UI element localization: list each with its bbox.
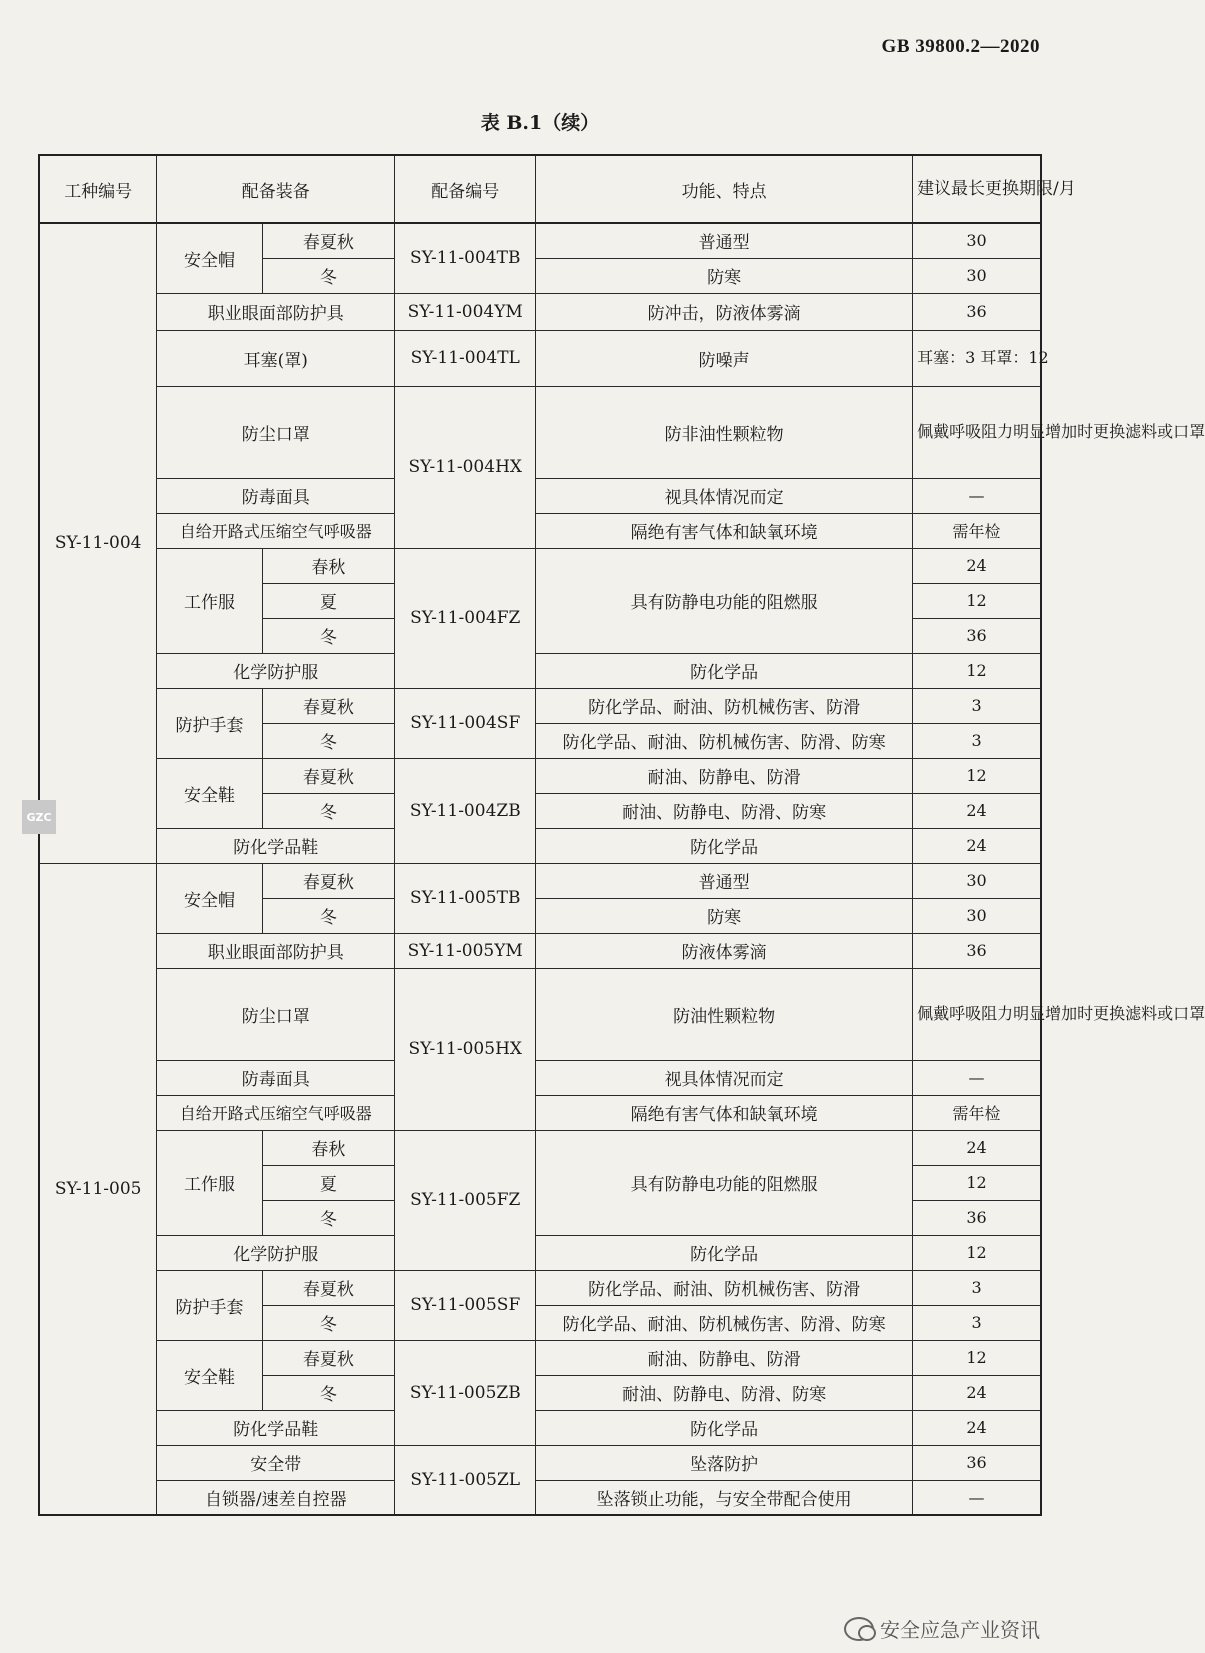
code-cell: SY-11-005SF [395,1270,536,1340]
equipment-cell: 防尘口罩 [157,386,395,478]
period-cell: 24 [913,828,1041,863]
function-cell: 防化学品 [536,1410,913,1445]
period-cell: 12 [913,1340,1041,1375]
season-cell: 冬 [262,723,395,758]
period-cell: 24 [913,548,1041,583]
table-row [39,293,1041,330]
season-cell: 冬 [262,1200,395,1235]
period-cell: 12 [913,1235,1041,1270]
period-cell: 24 [913,793,1041,828]
period-cell: 30 [913,898,1041,933]
function-cell: 坠落防护 [536,1445,913,1480]
header-job-code: 工种编号 [39,155,157,223]
season-cell: 春秋 [262,1130,395,1165]
period-cell: 30 [913,863,1041,898]
code-cell: SY-11-004YM [395,293,536,330]
period-cell: 30 [913,223,1041,258]
function-cell: 防油性颗粒物 [536,968,913,1060]
period-cell: 12 [913,758,1041,793]
table-row [39,688,1041,723]
period-cell: 12 [913,653,1041,688]
period-cell: 3 [913,688,1041,723]
season-cell: 春夏秋 [262,758,395,793]
watermark-text: 安全应急产业资讯 [880,1618,1040,1642]
code-cell: SY-11-005ZL [395,1445,536,1515]
header-equip-code: 配备编号 [395,155,536,223]
season-cell: 春夏秋 [262,863,395,898]
season-cell: 春夏秋 [262,1270,395,1305]
period-cell: 3 [913,1305,1041,1340]
equipment-cell: 工作服 [157,1130,262,1235]
function-cell: 防化学品 [536,1235,913,1270]
period-cell: 佩戴呼吸阻力明显增加时更换滤料或口罩 [913,386,1041,478]
table-row [39,1130,1041,1165]
function-cell: 普通型 [536,863,913,898]
watermark [844,1614,1040,1643]
header-period: 建议最长更换期限/月 [913,155,1041,223]
equipment-cell: 防毒面具 [157,1060,395,1095]
code-cell: SY-11-005FZ [395,1130,536,1270]
period-cell: 12 [913,583,1041,618]
period-cell: 需年检 [913,1095,1041,1130]
season-cell: 夏 [262,1165,395,1200]
equipment-cell: 安全帽 [157,223,262,293]
equipment-cell: 职业眼面部防护具 [157,293,395,330]
table-row [39,653,1041,688]
header-equipment: 配备装备 [157,155,395,223]
table-row [39,513,1041,548]
code-cell: SY-11-005ZB [395,1340,536,1445]
period-cell: 24 [913,1130,1041,1165]
table-row [39,548,1041,583]
function-cell: 防化学品、耐油、防机械伤害、防滑、防寒 [536,1305,913,1340]
equipment-table [38,154,1205,1516]
function-cell: 具有防静电功能的阻燃服 [536,1130,913,1235]
function-cell: 隔绝有害气体和缺氧环境 [536,513,913,548]
table-row [39,863,1041,898]
equipment-cell: 防化学品鞋 [157,1410,395,1445]
period-cell: 24 [913,1375,1041,1410]
period-cell: 耳塞：3 耳罩：12 [913,330,1041,386]
season-cell: 冬 [262,258,395,293]
function-cell: 耐油、防静电、防滑 [536,758,913,793]
table-row [39,1095,1041,1130]
equipment-cell: 工作服 [157,548,262,653]
equipment-cell: 自锁器/速差自控器 [157,1480,395,1515]
code-cell: SY-11-004ZB [395,758,536,863]
function-cell: 视具体情况而定 [536,478,913,513]
season-cell: 春夏秋 [262,223,395,258]
code-cell: SY-11-005HX [395,968,536,1130]
period-cell: — [913,1480,1041,1515]
function-cell: 防化学品 [536,653,913,688]
equipment-cell: 防护手套 [157,1270,262,1340]
table-row [39,1060,1041,1095]
period-cell: 佩戴呼吸阻力明显增加时更换滤料或口罩 [913,968,1041,1060]
equipment-cell: 自给开路式压缩空气呼吸器 [157,513,395,548]
period-cell: 需年检 [913,513,1041,548]
function-cell: 耐油、防静电、防滑 [536,1340,913,1375]
table-caption: 表 B.1（续） [480,112,600,134]
season-cell: 春夏秋 [262,688,395,723]
table-row [39,758,1041,793]
period-cell: 36 [913,293,1041,330]
code-cell: SY-11-005YM [395,933,536,968]
table-row [39,1270,1041,1305]
season-cell: 夏 [262,583,395,618]
season-cell: 冬 [262,618,395,653]
table-row [39,223,1041,258]
function-cell: 耐油、防静电、防滑、防寒 [536,1375,913,1410]
period-cell: 24 [913,1410,1041,1445]
period-cell: 36 [913,618,1041,653]
wechat-icon [844,1617,874,1641]
header-function: 功能、特点 [536,155,913,223]
period-cell: 12 [913,1165,1041,1200]
period-cell: 36 [913,933,1041,968]
season-cell: 春秋 [262,548,395,583]
function-cell: 防寒 [536,258,913,293]
function-cell: 坠落锁止功能，与安全带配合使用 [536,1480,913,1515]
function-cell: 普通型 [536,223,913,258]
job-code-cell: SY-11-004 [39,223,157,863]
table-row [39,968,1041,1060]
function-cell: 防化学品、耐油、防机械伤害、防滑 [536,688,913,723]
code-cell: SY-11-004HX [395,386,536,548]
code-cell: SY-11-004FZ [395,548,536,688]
equipment-cell: 职业眼面部防护具 [157,933,395,968]
season-cell: 春夏秋 [262,1340,395,1375]
function-cell: 防液体雾滴 [536,933,913,968]
equipment-cell: 防化学品鞋 [157,828,395,863]
function-cell: 隔绝有害气体和缺氧环境 [536,1095,913,1130]
table-row [39,1340,1041,1375]
side-stamp: GZC [22,800,56,834]
equipment-cell: 防毒面具 [157,478,395,513]
season-cell: 冬 [262,1375,395,1410]
period-cell: 36 [913,1200,1041,1235]
equipment-cell: 化学防护服 [157,1235,395,1270]
table-row [39,1480,1041,1515]
function-cell: 防非油性颗粒物 [536,386,913,478]
function-cell: 防化学品 [536,828,913,863]
equipment-cell: 化学防护服 [157,653,395,688]
equipment-cell: 安全带 [157,1445,395,1480]
code-cell: SY-11-004SF [395,688,536,758]
period-cell: — [913,1060,1041,1095]
period-cell: 3 [913,723,1041,758]
equipment-cell: 安全鞋 [157,758,262,828]
equipment-cell: 自给开路式压缩空气呼吸器 [157,1095,395,1130]
table-row [39,1445,1041,1480]
function-cell: 防冲击，防液体雾滴 [536,293,913,330]
season-cell: 冬 [262,898,395,933]
period-cell: 36 [913,1445,1041,1480]
equipment-cell: 安全帽 [157,863,262,933]
table-row [39,1410,1041,1445]
function-cell: 防噪声 [536,330,913,386]
table-row [39,478,1041,513]
function-cell: 视具体情况而定 [536,1060,913,1095]
code-cell: SY-11-004TB [395,223,536,293]
table-row [39,386,1041,478]
code-cell: SY-11-005TB [395,863,536,933]
code-cell: SY-11-004TL [395,330,536,386]
table-header-row [39,155,1041,223]
job-code-cell: SY-11-005 [39,863,157,1515]
period-cell: — [913,478,1041,513]
period-cell: 3 [913,1270,1041,1305]
season-cell: 冬 [262,793,395,828]
table-row [39,828,1041,863]
equipment-cell: 安全鞋 [157,1340,262,1410]
equipment-cell: 防尘口罩 [157,968,395,1060]
equipment-cell: 防护手套 [157,688,262,758]
period-cell: 30 [913,258,1041,293]
function-cell: 耐油、防静电、防滑、防寒 [536,793,913,828]
table-row [39,330,1041,386]
equipment-cell: 耳塞(罩) [157,330,395,386]
table-row [39,933,1041,968]
function-cell: 防化学品、耐油、防机械伤害、防滑 [536,1270,913,1305]
function-cell: 防化学品、耐油、防机械伤害、防滑、防寒 [536,723,913,758]
function-cell: 具有防静电功能的阻燃服 [536,548,913,653]
table-row [39,1235,1041,1270]
standard-code: GB 39800.2—2020 [881,36,1040,57]
season-cell: 冬 [262,1305,395,1340]
function-cell: 防寒 [536,898,913,933]
